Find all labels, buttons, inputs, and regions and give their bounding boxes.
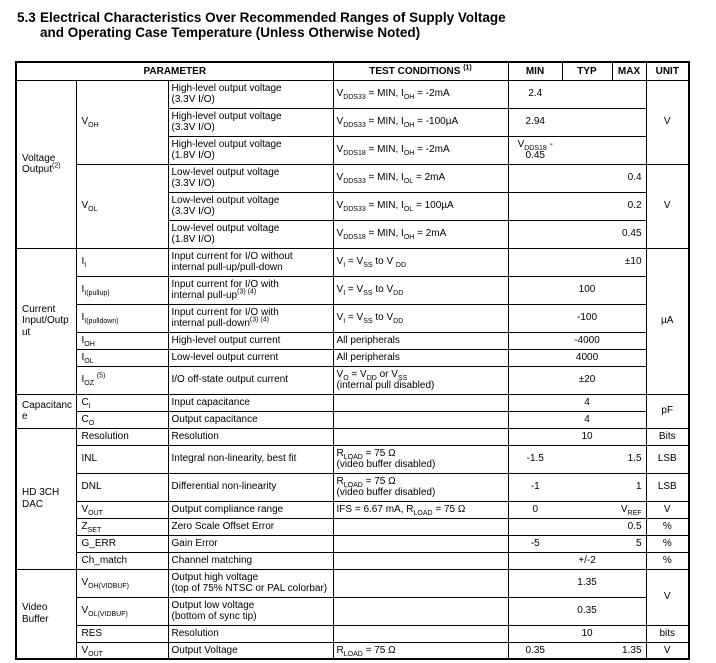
- symbol-cell: $V_{OH(VIDBUF)}$: [76, 569, 168, 597]
- parameter-description-cell: Low-level output voltage (3.3V I/O): [168, 164, 333, 192]
- unit-cell: pF: [646, 394, 689, 428]
- max-value-cell: [612, 366, 646, 394]
- test-conditions-cell: [333, 394, 508, 411]
- column-header-cell: PARAMETER: [16, 62, 333, 80]
- table-row: [16, 428, 689, 445]
- symbol-cell: $C_O$: [76, 411, 168, 428]
- min-value-cell: [508, 394, 562, 411]
- group-cell: Video Buffer: [16, 569, 76, 659]
- section-number: 5.3: [17, 10, 36, 25]
- parameter-description-cell: High-level output voltage (3.3V I/O): [168, 80, 333, 108]
- test-conditions-cell: All peripherals: [333, 332, 508, 349]
- table-row: [16, 518, 689, 535]
- symbol-cell: $V_{OUT}$: [76, 501, 168, 518]
- test-conditions-cell: $V_{DDS18}$ = MIN, $I_{OH} = -2mA$: [333, 136, 508, 164]
- test-conditions-cell: All peripherals: [333, 349, 508, 366]
- min-value-cell: [508, 192, 562, 220]
- parameter-description-cell: Resolution: [168, 428, 333, 445]
- max-value-cell: [612, 411, 646, 428]
- parameter-description-cell: Gain Error: [168, 535, 333, 552]
- test-conditions-cell: [333, 428, 508, 445]
- test-conditions-cell: $V_{DDS33}$ = MIN, $I_{OH} = -2mA$: [333, 80, 508, 108]
- test-conditions-cell: $V_{DDS33}$ = MIN, $I_{OL} = 2mA$: [333, 164, 508, 192]
- max-value-cell: $V_{REF}$: [612, 501, 646, 518]
- symbol-cell: $V_{OL(VIDBUF)}$: [76, 597, 168, 625]
- parameter-description-cell: High-level output voltage (3.3V I/O): [168, 108, 333, 136]
- group-cell: Capacitance: [16, 394, 76, 428]
- max-value-cell: [612, 304, 646, 332]
- max-value-cell: 0.4: [612, 164, 646, 192]
- typ-value-cell: ±20: [562, 366, 612, 394]
- test-conditions-cell: $V_{DDS33}$ = MIN, $I_{OH} = -100\mu A$: [333, 108, 508, 136]
- max-value-cell: 1.5: [612, 445, 646, 473]
- min-value-cell: [508, 349, 562, 366]
- typ-value-cell: -100: [562, 304, 612, 332]
- min-value-cell: -1: [508, 473, 562, 501]
- parameter-description-cell: Low-level output voltage (1.8V I/O): [168, 220, 333, 248]
- table-row: [16, 445, 689, 473]
- test-conditions-cell: $V_I = V_{SS}$ to V $_{DD}$: [333, 248, 508, 276]
- test-conditions-cell: $R_{LOAD} = 75$ Ω: [333, 642, 508, 659]
- min-value-cell: [508, 428, 562, 445]
- parameter-description-cell: Output capacitance: [168, 411, 333, 428]
- typ-value-cell: [562, 192, 612, 220]
- typ-value-cell: [562, 642, 612, 659]
- max-value-cell: [612, 394, 646, 411]
- typ-value-cell: [562, 248, 612, 276]
- unit-cell: V: [646, 569, 689, 625]
- symbol-cell: Ch_match: [76, 552, 168, 569]
- parameter-description-cell: Output low voltage (bottom of sync tip): [168, 597, 333, 625]
- test-conditions-cell: [333, 552, 508, 569]
- unit-cell: V: [646, 164, 689, 248]
- symbol-cell: $I_{I(pullup)}$: [76, 276, 168, 304]
- table-row: [16, 80, 689, 108]
- symbol-cell: INL: [76, 445, 168, 473]
- typ-value-cell: 10: [562, 625, 612, 642]
- electrical-characteristics-table: [15, 61, 690, 660]
- test-conditions-cell: [333, 569, 508, 597]
- symbol-cell: $I_{OL}$: [76, 349, 168, 366]
- unit-cell: Bits: [646, 428, 689, 445]
- datasheet-page: [0, 10, 716, 663]
- max-value-cell: ±10: [612, 248, 646, 276]
- max-value-cell: [612, 625, 646, 642]
- symbol-cell: DNL: [76, 473, 168, 501]
- max-value-cell: [612, 332, 646, 349]
- table-row: [16, 248, 689, 276]
- section-title-line-1: Electrical Characteristics Over Recommended Ranges of Supply Voltage: [40, 10, 506, 25]
- typ-value-cell: 4000: [562, 349, 612, 366]
- table-row: [16, 625, 689, 642]
- parameter-description-cell: Differential non-linearity: [168, 473, 333, 501]
- table-row: [16, 535, 689, 552]
- test-conditions-cell: [333, 597, 508, 625]
- parameter-description-cell: Output compliance range: [168, 501, 333, 518]
- unit-cell: V: [646, 642, 689, 659]
- min-value-cell: [508, 518, 562, 535]
- section-title-line-2: and Operating Case Temperature (Unless Otherwise Noted): [40, 25, 421, 40]
- max-value-cell: [612, 552, 646, 569]
- table-row: [16, 569, 689, 597]
- test-conditions-cell: $V_I = V_{SS}$ to $V_{DD}$: [333, 276, 508, 304]
- max-value-cell: [612, 597, 646, 625]
- unit-cell: %: [646, 552, 689, 569]
- table-row: [16, 597, 689, 625]
- symbol-cell: $V_{OUT}$: [76, 642, 168, 659]
- max-value-cell: 0.5: [612, 518, 646, 535]
- test-conditions-cell: IFS = 6.67 mA, $R_{LOAD} = 75$ Ω: [333, 501, 508, 518]
- symbol-cell: $Z_{SET}$: [76, 518, 168, 535]
- parameter-description-cell: High-level output voltage (1.8V I/O): [168, 136, 333, 164]
- max-value-cell: 5: [612, 535, 646, 552]
- max-value-cell: 0.2: [612, 192, 646, 220]
- table-row: [16, 349, 689, 366]
- symbol-cell: $I_{OZ}$ $^{(5)}$: [76, 366, 168, 394]
- column-header-cell: MAX: [612, 62, 646, 80]
- test-conditions-cell: $V_I = V_{SS}$ to $V_{DD}$: [333, 304, 508, 332]
- typ-value-cell: +/-2: [562, 552, 612, 569]
- typ-value-cell: [562, 136, 612, 164]
- table-row: [16, 411, 689, 428]
- min-value-cell: 0: [508, 501, 562, 518]
- parameter-description-cell: Channel matching: [168, 552, 333, 569]
- min-value-cell: [508, 569, 562, 597]
- min-value-cell: [508, 411, 562, 428]
- table-row: [16, 164, 689, 192]
- unit-cell: bits: [646, 625, 689, 642]
- typ-value-cell: 4: [562, 411, 612, 428]
- max-value-cell: 1: [612, 473, 646, 501]
- column-header-cell: TYP: [562, 62, 612, 80]
- table-row: [16, 366, 689, 394]
- typ-value-cell: [562, 445, 612, 473]
- max-value-cell: [612, 108, 646, 136]
- parameter-description-cell: Low-level output current: [168, 349, 333, 366]
- typ-value-cell: [562, 108, 612, 136]
- unit-cell: µA: [646, 248, 689, 394]
- parameter-description-cell: Integral non-linearity, best fit: [168, 445, 333, 473]
- min-value-cell: [508, 276, 562, 304]
- parameter-description-cell: Input current for I/O with internal pull-down$^{(3) (4)}$: [168, 304, 333, 332]
- table-row: [16, 394, 689, 411]
- min-value-cell: 2.4: [508, 80, 562, 108]
- symbol-cell: $I_I$: [76, 248, 168, 276]
- unit-cell: LSB: [646, 445, 689, 473]
- unit-cell: %: [646, 535, 689, 552]
- min-value-cell: [508, 366, 562, 394]
- test-conditions-cell: $V_{DDS33}$ = MIN, $I_{OL} = 100\mu A$: [333, 192, 508, 220]
- unit-cell: LSB: [646, 473, 689, 501]
- min-value-cell: 2.94: [508, 108, 562, 136]
- min-value-cell: -1.5: [508, 445, 562, 473]
- test-conditions-cell: [333, 518, 508, 535]
- parameter-description-cell: Low-level output voltage (3.3V I/O): [168, 192, 333, 220]
- unit-cell: V: [646, 80, 689, 164]
- min-value-cell: 0.35: [508, 642, 562, 659]
- typ-value-cell: 100: [562, 276, 612, 304]
- table-row: [16, 642, 689, 659]
- parameter-description-cell: Input current for I/O with internal pull-$up^{(3) (4)}$: [168, 276, 333, 304]
- test-conditions-cell: $R_{LOAD} = 75$ Ω (video buffer disabled): [333, 445, 508, 473]
- max-value-cell: [612, 349, 646, 366]
- symbol-cell: Resolution: [76, 428, 168, 445]
- section-heading: [17, 10, 716, 40]
- symbol-cell: $I_{I(pulldown)}$: [76, 304, 168, 332]
- parameter-description-cell: High-level output current: [168, 332, 333, 349]
- max-value-cell: 0.45: [612, 220, 646, 248]
- table-row: [16, 473, 689, 501]
- typ-value-cell: 0.35: [562, 597, 612, 625]
- min-value-cell: [508, 164, 562, 192]
- typ-value-cell: [562, 220, 612, 248]
- unit-cell: %: [646, 518, 689, 535]
- max-value-cell: [612, 428, 646, 445]
- table-row: [16, 304, 689, 332]
- min-value-cell: [508, 625, 562, 642]
- section-title: [40, 10, 506, 40]
- min-value-cell: [508, 220, 562, 248]
- unit-cell: V: [646, 501, 689, 518]
- test-conditions-cell: $R_{LOAD} = 75$ Ω (video buffer disabled): [333, 473, 508, 501]
- table-header-row: [16, 62, 689, 80]
- test-conditions-cell: [333, 625, 508, 642]
- test-conditions-cell: $V_O = V_{DD}$ or $V_{SS}$ (internal pull disabled): [333, 366, 508, 394]
- parameter-description-cell: Output Voltage: [168, 642, 333, 659]
- typ-value-cell: 1.35: [562, 569, 612, 597]
- parameter-description-cell: Zero Scale Offset Error: [168, 518, 333, 535]
- parameter-description-cell: Input current for I/O without internal pull-up/pull-down: [168, 248, 333, 276]
- typ-value-cell: [562, 80, 612, 108]
- column-header-cell: MIN: [508, 62, 562, 80]
- symbol-cell: RES: [76, 625, 168, 642]
- column-header-cell: UNIT: [646, 62, 689, 80]
- min-value-cell: [508, 304, 562, 332]
- min-value-cell: [508, 332, 562, 349]
- test-conditions-cell: $V_{DDS18}$ = MIN, $I_{OH} = 2mA$: [333, 220, 508, 248]
- table-row: [16, 501, 689, 518]
- typ-value-cell: -4000: [562, 332, 612, 349]
- max-value-cell: [612, 276, 646, 304]
- min-value-cell: [508, 248, 562, 276]
- parameter-description-cell: Input capacitance: [168, 394, 333, 411]
- group-cell: HD 3CH DAC: [16, 428, 76, 569]
- min-value-cell: $V_{DDS18}$ - 0.45: [508, 136, 562, 164]
- symbol-cell: $C_I$: [76, 394, 168, 411]
- symbol-cell: $V_{OL}$: [76, 164, 168, 248]
- typ-value-cell: [562, 535, 612, 552]
- max-value-cell: [612, 569, 646, 597]
- max-value-cell: 1.35: [612, 642, 646, 659]
- symbol-cell: $I_{OH}$: [76, 332, 168, 349]
- max-value-cell: [612, 80, 646, 108]
- min-value-cell: [508, 597, 562, 625]
- test-conditions-cell: [333, 411, 508, 428]
- symbol-cell: $V_{OH}$: [76, 80, 168, 164]
- min-value-cell: -5: [508, 535, 562, 552]
- table-row: [16, 552, 689, 569]
- symbol-cell: G_ERR: [76, 535, 168, 552]
- min-value-cell: [508, 552, 562, 569]
- parameter-description-cell: Resolution: [168, 625, 333, 642]
- typ-value-cell: [562, 164, 612, 192]
- typ-value-cell: 4: [562, 394, 612, 411]
- table-row: [16, 332, 689, 349]
- max-value-cell: [612, 136, 646, 164]
- parameter-description-cell: I/O off-state output current: [168, 366, 333, 394]
- column-header-cell: TEST CONDITIONS $^{(1)}$: [333, 62, 508, 80]
- group-cell: Current Input/Output: [16, 248, 76, 394]
- group-cell: Voltage Output$^{(2)}$: [16, 80, 76, 248]
- typ-value-cell: 10: [562, 428, 612, 445]
- test-conditions-cell: [333, 535, 508, 552]
- typ-value-cell: [562, 518, 612, 535]
- typ-value-cell: [562, 501, 612, 518]
- table-row: [16, 276, 689, 304]
- typ-value-cell: [562, 473, 612, 501]
- parameter-description-cell: Output high voltage (top of 75% NTSC or PAL colorbar): [168, 569, 333, 597]
